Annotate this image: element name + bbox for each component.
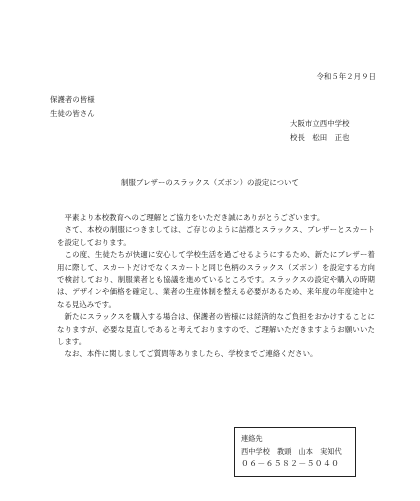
recipient-students: 生徒の皆さん	[50, 109, 95, 118]
paragraph-current-uniform: さて、本校の制服につきましては、ご存じのように詰襟とスラックス、ブレザーとスカートを設定しております。	[57, 225, 375, 247]
contact-heading: 連絡先	[241, 434, 263, 443]
contact-box	[234, 427, 356, 477]
sender-principal: 校長 松田 正也	[290, 133, 350, 142]
letter-date: 令和５年２月９日	[316, 72, 376, 81]
sender-school: 大阪市立西中学校	[290, 119, 350, 128]
contact-phone: ０６－６５８２－５０４０	[241, 459, 340, 469]
letter-body	[57, 212, 375, 361]
letter-title: 制服ブレザーのスラックス（ズボン）の設定について	[121, 178, 299, 187]
paragraph-purchase: 新たにスラックスを購入する場合は、保護者の皆様には経済的なご負担をおかけすることになりますが、必要な見直しであると考えておりますので、ご理解いただきますようお願いいたします。	[57, 312, 375, 347]
recipient-guardians: 保護者の皆様	[50, 95, 95, 104]
contact-person: 西中学校 教頭 山本 実知代	[241, 446, 342, 456]
paragraph-inquiries: なお、本件に関しましてご質問等ありましたら、学校までご連絡ください。	[64, 349, 318, 359]
paragraph-slacks-plan: この度、生徒たちが快適に安心して学校生活を過ごせるようにするため、新たにブレザー着用に際して、スカートだけでなくスカートと同じ色柄のスラックス（ズボン）を設定する方向で検討しており、制服業者とも協議を進めているところです。スラックスの設定や購入の時期は、デザインや価格を確定し、業者の生産体制を整える必要があるため、来年度の年度途中となる見込みです。	[57, 250, 375, 309]
paragraph-greeting: 平素より本校教育へのご理解とご協力をいただき誠にありがとうございます。	[64, 213, 325, 222]
